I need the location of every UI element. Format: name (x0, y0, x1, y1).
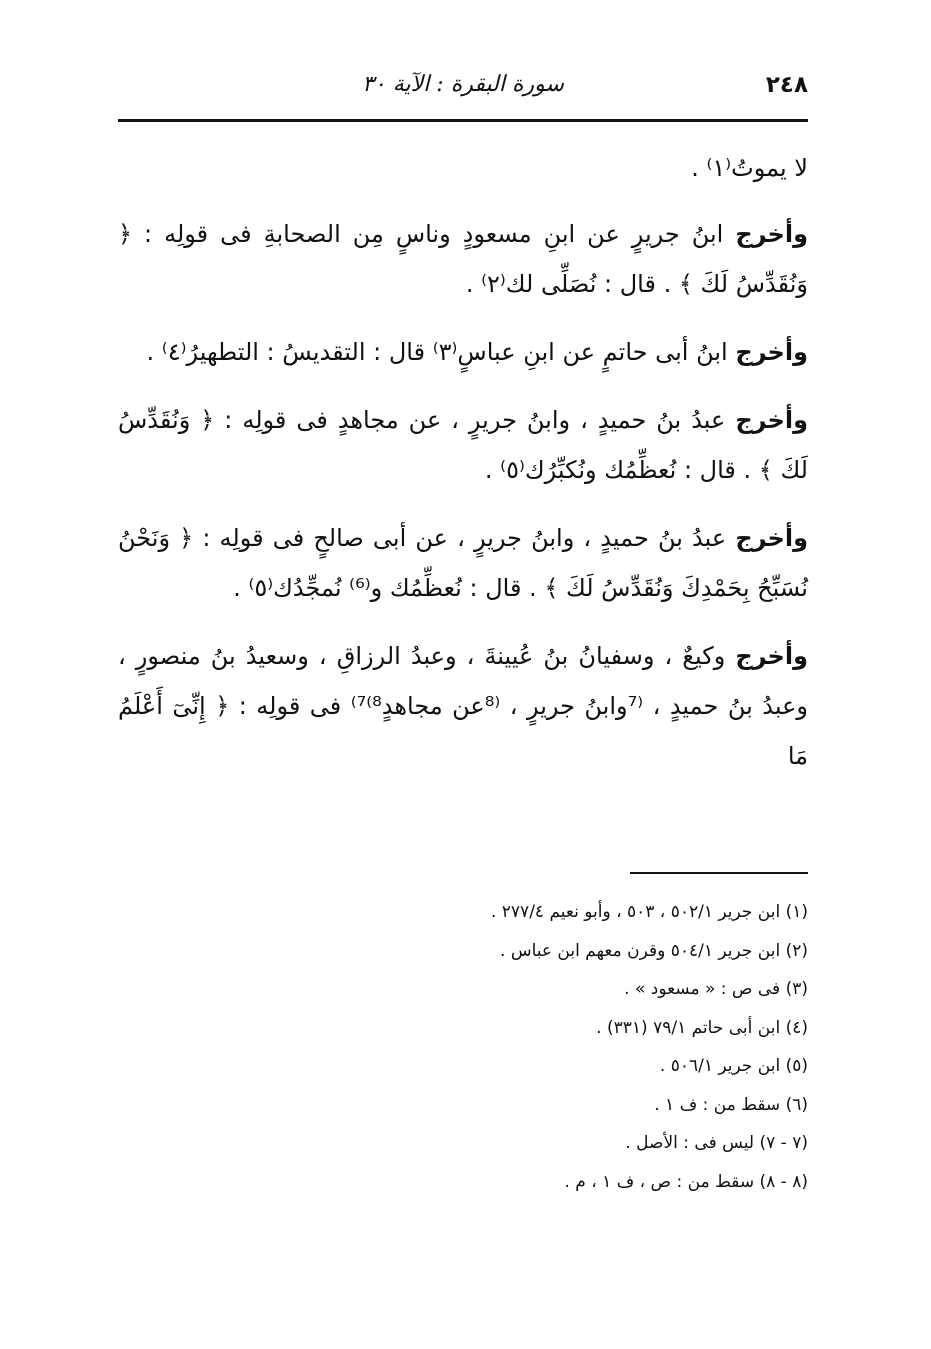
footnote-2: (٢) ابن جرير ٥٠٤/١ وقرن معهم ابن عباس . (500, 940, 808, 961)
footnote-rule (630, 872, 808, 874)
paragraph-3-lead: وأخرج (735, 338, 808, 366)
paragraph-4-text: عبدُ بنُ حميدٍ ، وابنُ جريرٍ ، عن مجاهدٍ فى قولِه : ﴿ وَنُقَدِّسُ لَكَ ﴾ . قال : نُعظِّمُك ونُكبِّرُك⁽٥⁾ . (118, 406, 808, 484)
footnote-3: (٣) فى ص : « مسعود » . (624, 979, 808, 999)
footnote-4: (٤) ابن أبى حاتم ٧٩/١ (٣٣١) . (596, 1017, 808, 1038)
footnotes (118, 893, 808, 1201)
paragraph-5 (118, 513, 808, 613)
footnote-1: (١) ابن جرير ٥٠٢/١ ، ٥٠٣ ، وأبو نعيم ٢٧٧/٤ . (490, 902, 808, 922)
footnote-5: (٥) ابن جرير ٥٠٦/١ . (659, 1056, 808, 1076)
footnote-8: (٨ - ٨) سقط من : ص ، ف ١ ، م . (564, 1171, 808, 1192)
header-rule (118, 119, 808, 122)
page-header (118, 62, 808, 112)
paragraph-1-text: لا يموتُ⁽١⁾ . (691, 154, 808, 182)
paragraph-6-text: وكيعٌ ، وسفيانُ بنُ عُيينةَ ، وعبدُ الرزاقِ ، وسعيدُ بنُ منصورٍ ، وعبدُ بنُ حميدٍ ، ⁽⁷وابنُ جريرٍ ، ⁽⁸عن مجاهدٍ⁸⁾⁷⁾ فى قولِه : ﴿ إِنِّىٓ أَعْلَمُ مَا (118, 642, 808, 770)
paragraph-1 (118, 143, 808, 193)
paragraph-6-lead: وأخرج (735, 642, 808, 670)
paragraph-2 (118, 209, 808, 309)
paragraph-4-lead: وأخرج (735, 406, 808, 434)
paragraph-5-lead: وأخرج (735, 524, 808, 552)
page-number: ٢٤٨ (765, 72, 808, 98)
paragraph-2-text: ابنُ جريرٍ عن ابنِ مسعودٍ وناسٍ مِن الصحابةِ فى قولِه : ﴿ وَنُقَدِّسُ لَكَ ﴾ . قال : نُصَلِّى لك⁽٢⁾ . (118, 220, 808, 298)
paragraph-3-text: ابنُ أبى حاتمٍ عن ابنِ عباسٍ⁽٣⁾ قال : التقديسُ : التطهيرُ⁽٤⁾ . (146, 338, 736, 366)
main-text (118, 143, 808, 799)
paragraph-6 (118, 631, 808, 781)
running-title: سورة البقرة : الآية ٣٠ (362, 72, 564, 97)
paragraph-4 (118, 395, 808, 495)
footnote-6: (٦) سقط من : ف ١ . (654, 1094, 808, 1115)
paragraph-3 (118, 327, 808, 377)
paragraph-2-lead: وأخرج (735, 220, 808, 248)
paragraph-5-text: عبدُ بنُ حميدٍ ، وابنُ جريرٍ ، عن أبى صالحٍ فى قولِه : ﴿ وَنَحْنُ نُسَبِّحُ بِحَمْدِكَ وَنُقَدِّسُ لَكَ ﴾ . قال : نُعظِّمُك و⁽⁶⁾ نُمجِّدُك⁽٥⁾ . (118, 524, 808, 602)
footnote-7: (٧ - ٧) ليس فى : الأصل . (625, 1133, 808, 1153)
